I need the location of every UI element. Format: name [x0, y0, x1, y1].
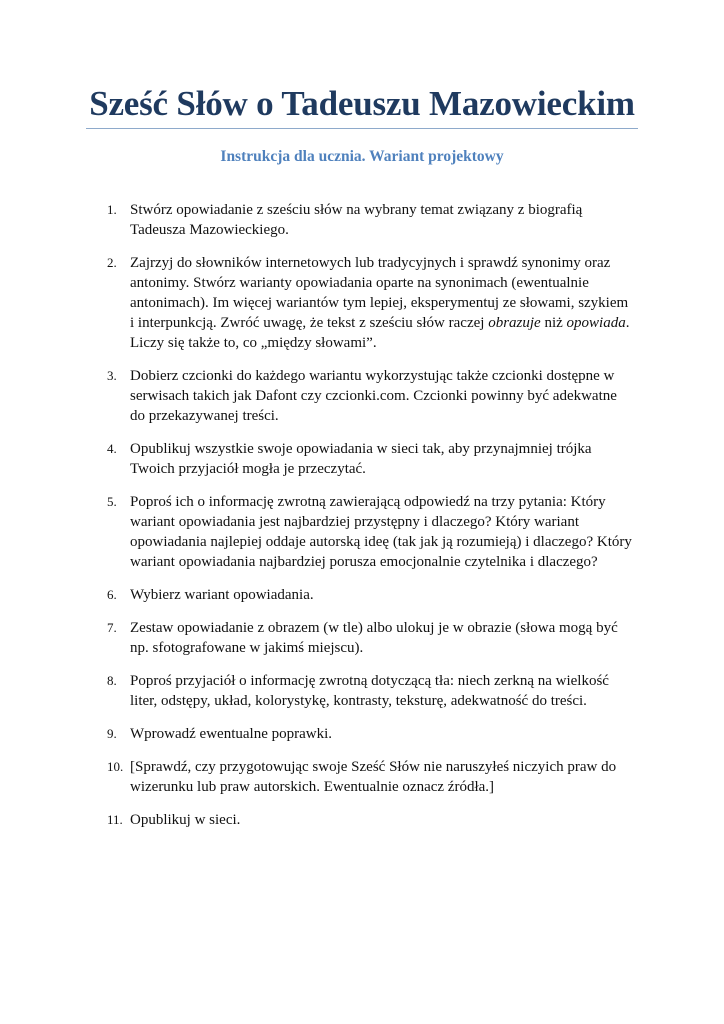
step-number: 8.	[107, 673, 117, 688]
instruction-step-8	[0, 671, 724, 711]
step-number: 4.	[107, 441, 117, 456]
step-text: Poproś przyjaciół o informację zwrotną dotyczącą tła: niech zerkną na wielkość liter, odstępy, układ, kolorystykę, kontrasty, teksturę, adekwatność do treści.	[130, 673, 609, 709]
step-text	[130, 253, 635, 353]
step-number: 7.	[107, 620, 117, 635]
step-text-part: . Liczy się także to, co „między słowami”.	[130, 315, 630, 351]
step-text: Zestaw opowiadanie z obrazem (w tle) albo ulokuj je w obrazie (słowa mogą być np. sfotografowane w jakimś miejscu).	[130, 620, 618, 656]
instruction-step-4	[0, 439, 724, 479]
step-number: 5.	[107, 494, 117, 509]
instruction-step-10	[0, 757, 724, 797]
instruction-list	[0, 200, 724, 843]
instruction-step-7	[0, 618, 724, 658]
step-number: 9.	[107, 726, 117, 741]
step-number: 6.	[107, 587, 117, 602]
step-text: Opublikuj wszystkie swoje opowiadania w sieci tak, aby przynajmniej trójka Twoich przyjaciół mogła je przeczytać.	[130, 441, 592, 477]
title-underline-rule	[86, 128, 638, 129]
emphasis-obrazuje: obrazuje	[488, 315, 541, 331]
instruction-step-5	[0, 492, 724, 572]
step-text: Wybierz wariant opowiadania.	[130, 587, 314, 603]
emphasis-opowiada: opowiada	[566, 315, 626, 331]
step-number: 1.	[107, 202, 117, 217]
instruction-step-1	[0, 200, 724, 240]
instruction-step-6	[0, 585, 724, 605]
step-text: Wprowadź ewentualne poprawki.	[130, 726, 333, 742]
instruction-step-11	[0, 810, 724, 830]
instruction-step-3	[0, 366, 724, 426]
step-number: 11.	[107, 812, 123, 827]
step-text-part: niż	[540, 315, 567, 331]
instruction-step-9	[0, 724, 724, 744]
step-text-part: Zajrzyj do słowników internetowych lub tradycyjnych i sprawdź synonimy oraz antonimy. Stwórz warianty opowiadania oparte na synonimach (ewentualnie antonimach). Im więcej wariantów tym lepiej, eksperymentuj ze słowami, szykiem i interpunkcją. Zwróć uwagę, że tekst z sześciu słów raczej	[130, 255, 629, 331]
instruction-step-2	[0, 253, 724, 353]
step-number: 3.	[107, 368, 117, 383]
step-text: Stwórz opowiadanie z sześciu słów na wybrany temat związany z biografią Tadeusza Mazowieckiego.	[130, 202, 583, 238]
step-text: Dobierz czcionki do każdego wariantu wykorzystując także czcionki dostępne w serwisach takich jak Dafont czy czcionki.com. Czcionki powinny być adekwatne do przekazywanej treści.	[130, 368, 617, 424]
step-text: Poproś ich o informację zwrotną zawierającą odpowiedź na trzy pytania: Który wariant opowiadania jest najbardziej przystępny i dlaczego? Który wariant opowiadania najlepiej oddaje autorską ideę (tak jak ją rozumieją) i dlaczego? Który wariant opowiadania najbardziej porusza emocjonalnie czytelnika i dlaczego?	[130, 494, 632, 570]
page-subtitle: Instrukcja dla ucznia. Wariant projektowy	[220, 148, 504, 165]
step-number: 10.	[107, 759, 124, 774]
step-number: 2.	[107, 255, 117, 270]
step-text: [Sprawdź, czy przygotowując swoje Sześć Słów nie naruszyłeś niczyich praw do wizerunku lub praw autorskich. Ewentualnie oznacz źródła.]	[130, 759, 617, 795]
step-text: Opublikuj w sieci.	[130, 812, 241, 828]
page-title: Sześć Słów o Tadeuszu Mazowieckim	[89, 84, 635, 123]
